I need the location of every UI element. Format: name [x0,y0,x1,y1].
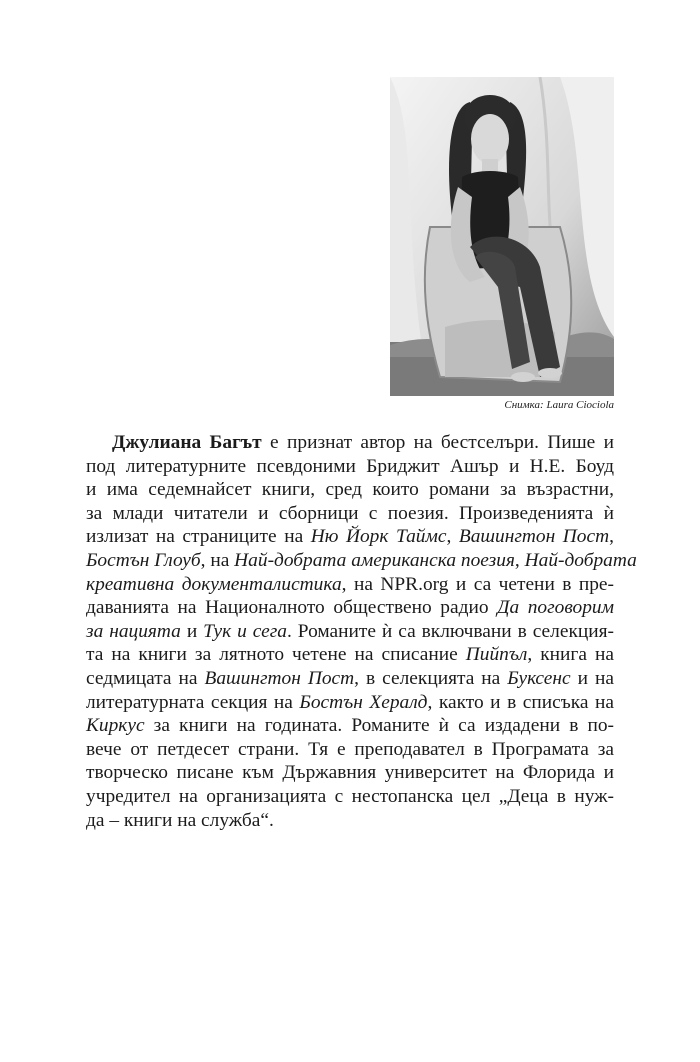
bio-line [86,573,614,597]
italic-title: Бостън Глоуб [86,549,201,571]
italic-title: Буксенс [507,667,571,689]
italic-title: Най-добрата [524,549,637,571]
bio-text: литературната секция на [86,691,300,713]
italic-title: Бостън Хералд [299,691,428,713]
bio-line [86,785,614,809]
bio-text: и има седемнайсет книги, сред които романи за възрастни, [86,479,614,501]
bio-line [86,738,614,762]
bio-line [86,478,614,502]
author-biography [86,431,637,832]
italic-title: креативна документалистика [86,573,342,595]
italic-title: Най-добрата американска поезия [234,549,515,571]
bio-text: , [609,526,614,548]
bio-text: творческо писане към Държавния университет на Флорида и [86,762,614,784]
bio-text: за книги на годината. Романите ѝ са издадени в по- [144,715,614,737]
bio-text: . Романите ѝ са включвани в селекция- [286,620,615,642]
italic-title: Да поговорим [497,597,614,619]
photo-credit: Снимка: Laura Ciociola [504,399,614,411]
bio-text: под литературните псевдоними Бриджит Ашър и Н.Е. Боуд [86,455,614,477]
bio-text: , в селекцията на [354,667,508,689]
bio-text: да – книги на служба“. [86,809,274,831]
bio-line [86,525,614,549]
bio-line [86,643,614,667]
bio-text: учредител на организацията с нестопанска цел „Деца в нуж- [86,785,614,807]
italic-title: Вашингтон Пост [458,526,610,548]
author-portrait-icon [390,77,614,396]
bio-line [86,691,614,715]
bio-text: седмицата на [86,667,205,689]
bio-line [86,667,614,691]
italic-title: Ню Йорк Таймс [310,526,447,548]
author-name: Джулиана Багът [112,432,262,453]
author-photo [390,77,614,396]
bio-text: , както и в списъка на [427,691,614,713]
bio-text: , книга на [527,644,614,666]
italic-title: Тук и сега [203,620,287,642]
bio-line [86,714,614,738]
bio-text: излизат на страниците на [86,526,311,548]
bio-line [86,549,637,573]
italic-title: Пийпъл [465,644,528,666]
bio-line [86,502,614,526]
bio-text: , [514,549,525,571]
italic-title: за нацията [86,620,181,642]
bio-text: вече от петдесет страни. Тя е преподавател в Програмата за [86,738,614,760]
bio-text: , [446,526,459,548]
bio-text: е признат автор на бестселъри. Пише и [261,432,614,453]
bio-text: и на [570,667,614,689]
bio-text: , на [200,549,235,571]
bio-line [86,761,614,785]
bio-text: даванията на Националното обществено радио [86,597,498,619]
bio-line [86,596,614,620]
bio-line [86,620,614,644]
bio-text: , на NPR.org и са четени в пре- [341,573,614,595]
bio-line [86,455,614,479]
bio-text: за млади читатели и сборници с поезия. Произведенията ѝ [86,502,614,524]
bio-line [86,431,614,455]
bio-text: та на книги за лятното четене на списание [86,644,466,666]
italic-title: Киркус [86,715,145,737]
italic-title: Вашингтон Пост [204,667,355,689]
bio-line [86,809,614,833]
bio-text: и [180,620,204,642]
